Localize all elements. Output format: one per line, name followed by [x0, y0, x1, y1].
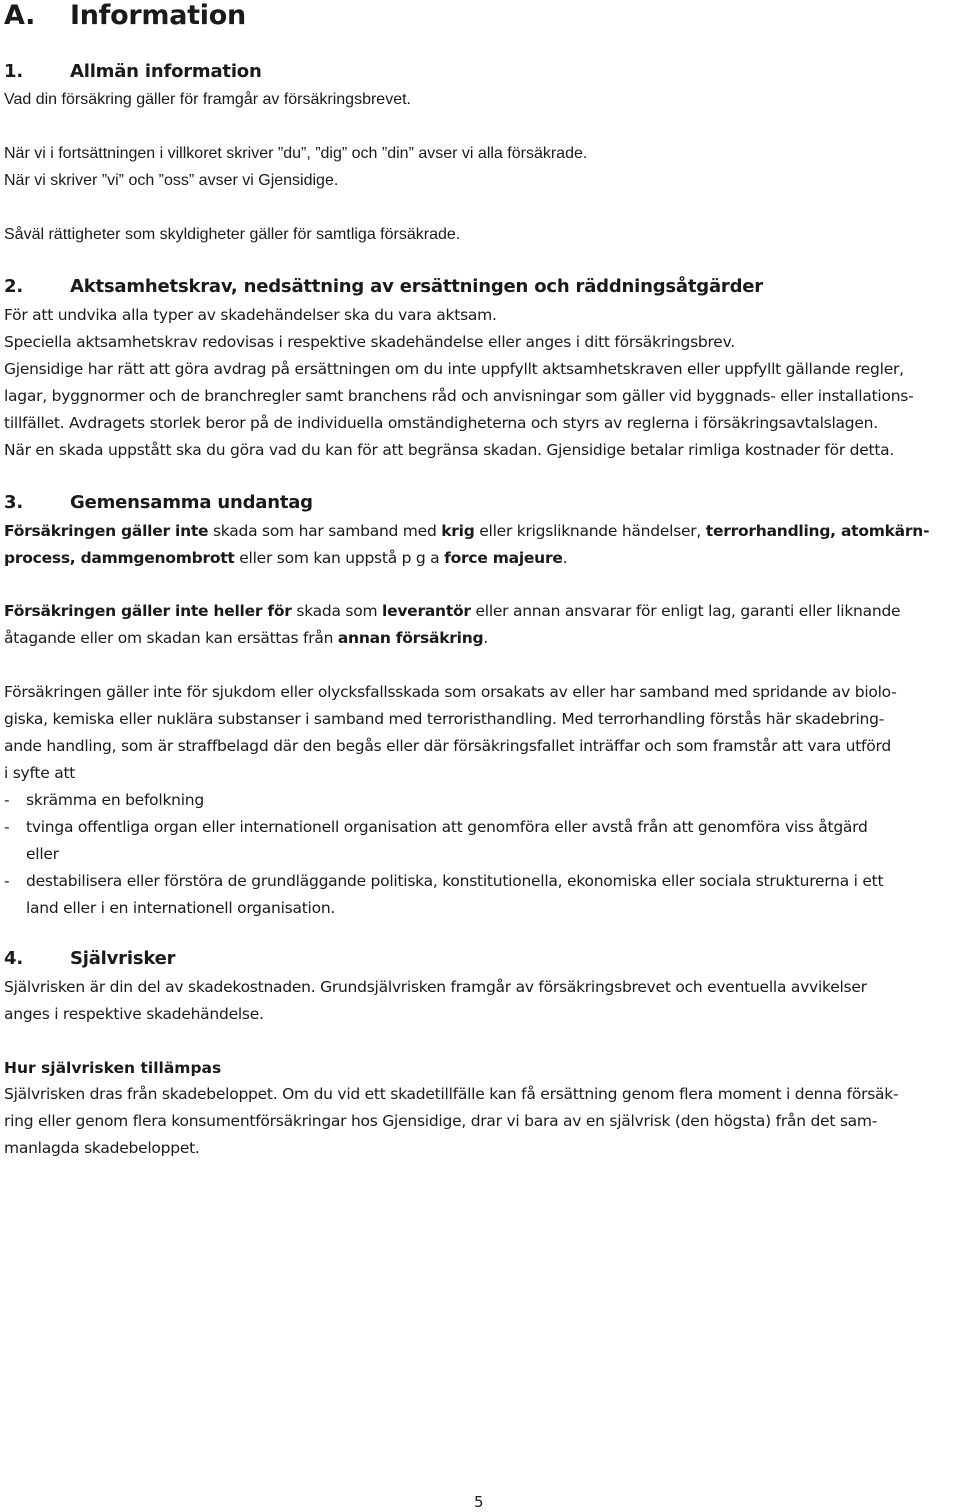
bold-phrase: leverantör [382, 602, 471, 620]
bold-phrase: Försäkringen gäller inte heller för [4, 602, 292, 620]
section-2-number: 2. [4, 276, 23, 297]
bold-phrase: Försäkringen gäller inte [4, 522, 209, 540]
section-4-paragraph-1b: anges i respektive skadehändelse. [4, 1005, 264, 1023]
list-dash: - [4, 791, 10, 809]
section-3-heading [4, 490, 313, 516]
list-text: tvinga offentliga organ eller internationell organisation att genomföra eller avstå från att genomföra viss åtgärd [26, 818, 868, 836]
list-item [4, 787, 934, 814]
section-3-number: 3. [4, 492, 23, 513]
section-3-paragraph-3-line-4: i syfte att [4, 764, 76, 782]
section-3-paragraph-3-line-3: ande handling, som är straffbelagd där den begås eller där försäkringsfallet inträffar och som framstår att vara utförd [4, 737, 891, 755]
section-4-number: 4. [4, 948, 23, 969]
list-text: destabilisera eller förstöra de grundläggande politiska, konstitutionella, ekonomiska eller sociala strukturerna i ett [26, 872, 884, 890]
bold-phrase: krig [441, 522, 475, 540]
chapter-heading [4, 0, 246, 32]
section-4-paragraph-2b: ring eller genom flera konsumentförsäkringar hos Gjensidige, drar vi bara av en självrisk (den högsta) från det sam- [4, 1112, 878, 1130]
section-2-title: Aktsamhetskrav, nedsättning av ersättningen och räddningsåtgärder [70, 276, 763, 297]
list-text: skrämma en befolkning [26, 791, 204, 809]
list-dash: - [4, 818, 10, 836]
text-run: skada som har samband med [208, 522, 442, 540]
section-1-heading [4, 59, 262, 85]
list-item [4, 868, 934, 922]
page-number: 5 [474, 1493, 484, 1511]
section-2-line-5: tillfället. Avdragets storlek beror på de individuella omständigheterna och styrs av reglerna i försäkringsavtalslagen. [4, 414, 878, 432]
section-1-paragraph-2b: När vi skriver ”vi” och ”oss” avser vi Gjensidige. [4, 172, 339, 189]
section-1-number: 1. [4, 61, 23, 82]
section-2-line-2: Speciella aktsamhetskrav redovisas i respektive skadehändelse eller anges i ditt försäkringsbrev. [4, 333, 735, 351]
section-3-paragraph-2-line-2 [4, 625, 954, 652]
list-text-continued: eller [26, 845, 59, 863]
section-2-line-4: lagar, byggnormer och de branchregler samt branchens råd och anvisningar som gäller vid byggnads- eller installations- [4, 387, 914, 405]
text-run: åtagande eller om skadan kan ersättas från [4, 629, 338, 647]
text-run: . [483, 629, 489, 647]
section-3-paragraph-1-line-1 [4, 518, 954, 545]
section-3-paragraph-3-line-1: Försäkringen gäller inte för sjukdom eller olycksfallsskada som orsakats av eller har samband med spridande av biolo- [4, 683, 897, 701]
list-item [4, 814, 934, 868]
section-1-paragraph-3: Såväl rättigheter som skyldigheter gäller för samtliga försäkrade. [4, 226, 461, 243]
chapter-title: Information [70, 0, 246, 31]
section-3-title: Gemensamma undantag [70, 492, 313, 513]
section-2-line-3: Gjensidige har rätt att göra avdrag på ersättningen om du inte uppfyllt aktsamhetskraven eller uppfyllt gällande regler, [4, 360, 904, 378]
bold-phrase: annan försäkring [337, 629, 484, 647]
section-4-paragraph-2a: Självrisken dras från skadebeloppet. Om du vid ett skadetillfälle kan få ersättning genom flera moment i denna försäk- [4, 1085, 899, 1103]
section-2-line-1: För att undvika alla typer av skadehändelser ska du vara aktsam. [4, 306, 497, 324]
list-text-continued: land eller i en internationell organisation. [26, 899, 336, 917]
text-run: skada som [291, 602, 382, 620]
section-2-heading [4, 274, 763, 300]
section-3-paragraph-1-line-2 [4, 545, 954, 572]
text-run: eller som kan uppstå p g a [234, 549, 445, 567]
list-dash: - [4, 872, 10, 890]
text-run: eller krigsliknande händelser, [474, 522, 706, 540]
section-4-subheading: Hur självrisken tillämpas [4, 1059, 222, 1077]
text-run: eller annan ansvarar för enligt lag, garanti eller liknande [470, 602, 901, 620]
section-4-title: Självrisker [70, 948, 176, 969]
bold-phrase: process, dammgenombrott [4, 549, 235, 567]
text-run: . [562, 549, 568, 567]
section-3-paragraph-2-line-1 [4, 598, 954, 625]
bold-phrase: force majeure [444, 549, 563, 567]
section-3-paragraph-3-line-2: giska, kemiska eller nuklära substanser i samband med terroristhandling. Med terrorhandling förstås här skadebring- [4, 710, 885, 728]
section-4-paragraph-1a: Självrisken är din del av skadekostnaden. Grundsjälvrisken framgår av försäkringsbrevet och eventuella avvikelser [4, 978, 867, 996]
chapter-number: A. [4, 0, 36, 31]
section-2-line-6: När en skada uppstått ska du göra vad du kan för att begränsa skadan. Gjensidige betalar rimliga kostnader för detta. [4, 441, 895, 459]
section-4-heading [4, 946, 175, 972]
section-4-paragraph-2c: manlagda skadebeloppet. [4, 1139, 200, 1157]
bold-phrase: terrorhandling, atomkärn- [705, 522, 930, 540]
section-1-title: Allmän information [70, 61, 262, 82]
section-1-paragraph-2a: När vi i fortsättningen i villkoret skriver ”du”, ”dig” och ”din” avser vi alla försäkrade. [4, 145, 588, 162]
section-1-paragraph-1: Vad din försäkring gäller för framgår av försäkringsbrevet. [4, 91, 411, 108]
